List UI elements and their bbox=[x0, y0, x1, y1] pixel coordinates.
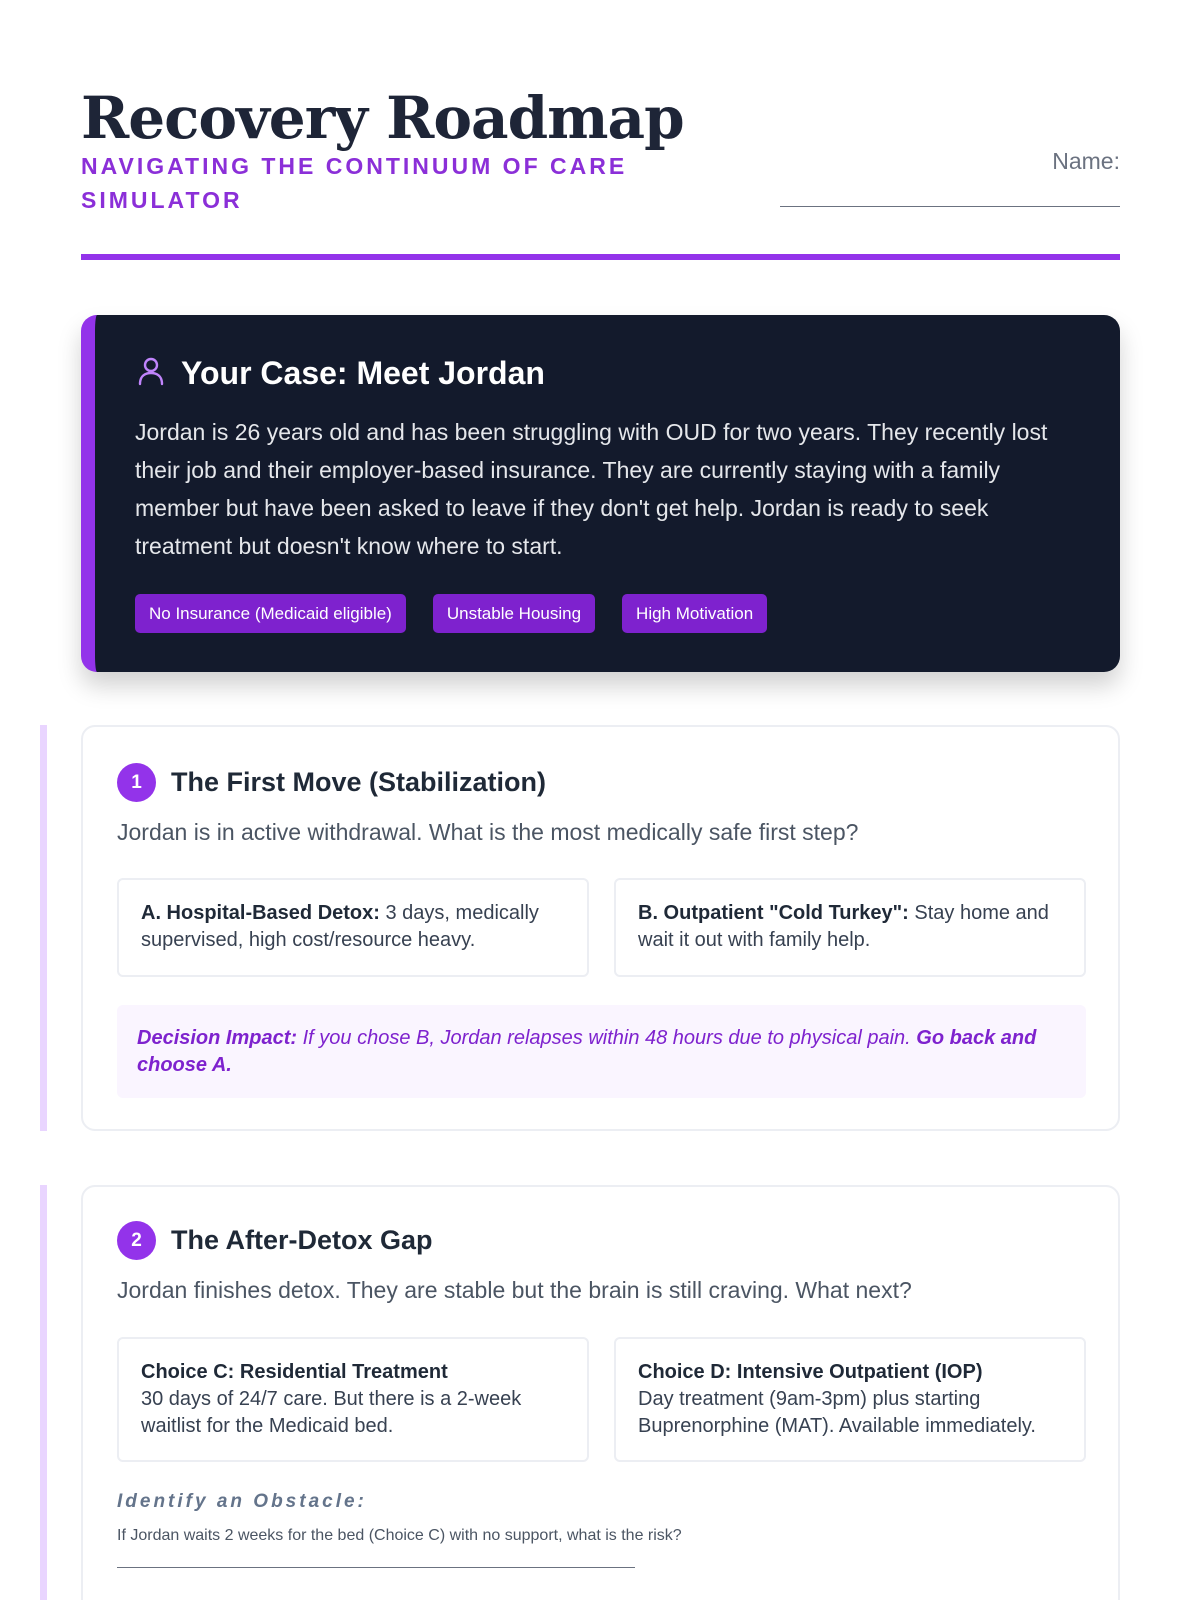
step-1-question: Jordan is in active withdrawal. What is the most medically safe first step? bbox=[117, 819, 859, 845]
step-1-card bbox=[81, 725, 1120, 1131]
name-label: Name: bbox=[1052, 148, 1120, 174]
choice-d-title: Choice D: Intensive Outpatient (IOP) bbox=[638, 1361, 983, 1383]
header-divider bbox=[81, 254, 1120, 260]
obstacle-answer-field[interactable] bbox=[117, 1567, 635, 1568]
case-card bbox=[81, 315, 1120, 672]
case-description: Jordan is 26 years old and has been struggling with OUD for two years. They recently lost their job and their employer-based insurance. They are currently staying with a family member but have been asked to leave if they don't get help. Jordan is ready to seek treatment but doesn't know where to start. bbox=[135, 419, 1048, 559]
step-2-header bbox=[117, 1221, 433, 1260]
choice-b-title: B. Outpatient "Cold Turkey": bbox=[638, 902, 909, 924]
step-2-question: Jordan finishes detox. They are stable but the brain is still craving. What next? bbox=[117, 1277, 912, 1303]
step-2-card bbox=[81, 1185, 1120, 1600]
tag-housing: Unstable Housing bbox=[433, 594, 595, 633]
obstacle-question: If Jordan waits 2 weeks for the bed (Choice C) with no support, what is the risk? bbox=[117, 1527, 682, 1544]
choice-a-text: 3 days, medically supervised, high cost/resource heavy. bbox=[141, 902, 539, 951]
step-2-number: 2 bbox=[117, 1221, 156, 1260]
obstacle-label: Identify an Obstacle: bbox=[117, 1491, 367, 1512]
page-title: Recovery Roadmap bbox=[81, 84, 684, 152]
name-field[interactable] bbox=[780, 206, 1120, 207]
step-2-accent-bar bbox=[40, 1185, 47, 1600]
impact-label: Decision Impact: bbox=[137, 1027, 298, 1049]
tag-motivation: High Motivation bbox=[622, 594, 767, 633]
choice-d[interactable] bbox=[614, 1337, 1086, 1462]
tag-insurance: No Insurance (Medicaid eligible) bbox=[135, 594, 406, 633]
user-icon bbox=[135, 355, 167, 392]
page-subtitle: NAVIGATING THE CONTINUUM OF CARE SIMULATOR bbox=[81, 153, 628, 213]
choice-d-text: Day treatment (9am-3pm) plus starting Buprenorphine (MAT). Available immediately. bbox=[638, 1388, 1036, 1437]
case-tags bbox=[135, 594, 767, 633]
step-1-accent-bar bbox=[40, 725, 47, 1131]
case-title: Your Case: Meet Jordan bbox=[181, 355, 545, 391]
case-header bbox=[135, 355, 545, 392]
choice-b[interactable] bbox=[614, 878, 1086, 977]
impact-text: If you chose B, Jordan relapses within 48 hours due to physical pain. bbox=[297, 1027, 917, 1049]
choice-c[interactable] bbox=[117, 1337, 589, 1462]
impact-action: Go back and choose A. bbox=[137, 1027, 1037, 1076]
decision-impact bbox=[117, 1005, 1086, 1098]
step-1-header bbox=[117, 763, 546, 802]
choice-c-text: 30 days of 24/7 care. But there is a 2-week waitlist for the Medicaid bed. bbox=[141, 1388, 522, 1437]
step-1-number: 1 bbox=[117, 763, 156, 802]
choice-b-text: Stay home and wait it out with family help. bbox=[638, 902, 1049, 951]
step-1-title: The First Move (Stabilization) bbox=[171, 767, 547, 797]
choice-c-title: Choice C: Residential Treatment bbox=[141, 1361, 448, 1383]
step-2-title: The After-Detox Gap bbox=[171, 1225, 433, 1255]
choice-a-title: A. Hospital-Based Detox: bbox=[141, 902, 380, 924]
choice-a[interactable] bbox=[117, 878, 589, 977]
